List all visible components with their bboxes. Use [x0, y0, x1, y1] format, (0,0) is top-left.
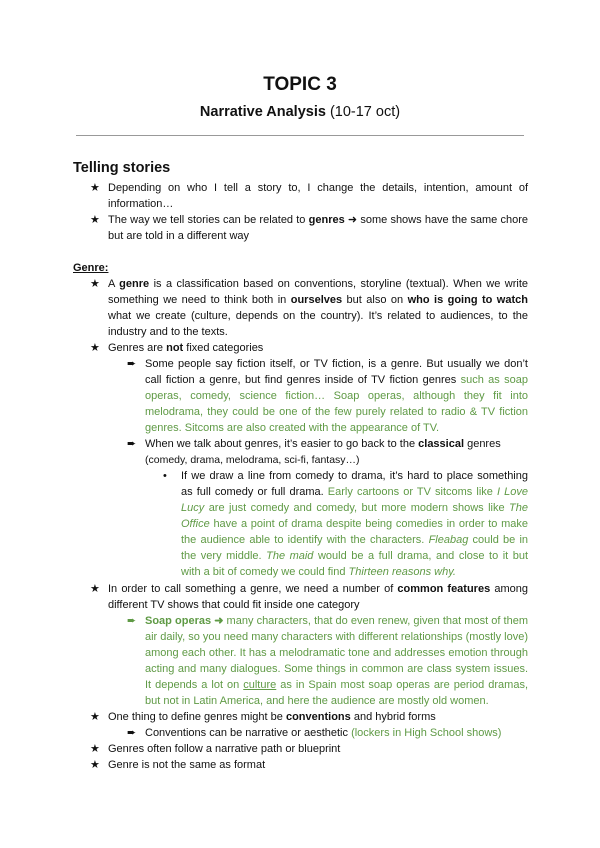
arrow-bullet-icon: ➨: [127, 727, 137, 739]
list-item: One thing to define genres might be conventions and hybrid forms: [108, 711, 436, 723]
list-item: When we talk about genres, it’s easier to go back to the classical genres (comedy, drama, melodrama, sci-fi, fantasy…): [145, 438, 501, 466]
list-item: A genre is a classification based on conventions, storyline (textual). When we write something we need to think both in ourselves but also on who is going to watch what we create (culture, depends on the country). It’s related to audiences, to the industry and to the texts.: [108, 278, 528, 338]
arrow-icon: ➜: [347, 214, 358, 226]
list-item: Genres often follow a narrative path or blueprint: [108, 743, 341, 755]
page-subtitle: [0, 104, 600, 120]
list-item: If we draw a line from comedy to drama, it’s hard to place something as full comedy or full drama. Early cartoons or TV sitcoms like I Love Lucy are just comedy and comedy, but more modern shows like The Office have a point of drama despite being comedies in order to make the audience able to identify with the characters. Fleabag could be in the very middle. The maid would be a full drama, and close to it but with a bit of comedy we could find Thirteen reasons why.: [181, 470, 529, 578]
star-bullet-icon: ★: [90, 711, 100, 723]
horizontal-rule: [76, 135, 524, 136]
list-item: Depending on who I tell a story to, I change the details, intention, amount of information…: [108, 182, 528, 210]
subtitle-main: Narrative Analysis: [199, 104, 326, 120]
list-item: The way we tell stories can be related to genres ➜ some shows have the same chore but are told in a different way: [108, 214, 528, 242]
list-item: Conventions can be narrative or aesthetic (lockers in High School shows): [145, 727, 502, 739]
list-item: Genre is not the same as format: [108, 759, 266, 771]
dot-bullet-icon: •: [163, 470, 167, 482]
star-bullet-icon: ★: [90, 759, 100, 771]
subtitle-dates: (10-17 oct): [329, 104, 401, 120]
list-item: In order to call something a genre, we need a number of common features among different TV shows that could fit inside one category: [108, 583, 528, 611]
list-item: Soap operas ➜ many characters, that do even renew, given that most of them air daily, so you need many characters with different relationships (mostly love) among each other. It has a melodramatic tone and addresses emotion through acting and many dialogues. Some things in common are class system issues. It depends a lot on culture as in Spain most soap operas are period dramas, but not in Latin America, and here the audience are mostly old women.: [145, 615, 529, 707]
star-bullet-icon: ★: [90, 342, 100, 354]
page-title: TOPIC 3: [263, 74, 337, 95]
arrow-bullet-icon: ➨: [127, 615, 137, 627]
arrow-bullet-icon: ➨: [127, 358, 137, 370]
list-item: Some people say fiction itself, or TV fiction, is a genre. But usually we don’t call fiction a genre, but find genres inside of TV fiction genres such as soap operas, comedy, science fiction… Soap operas, although they fit into melodrama, they could be one of the few purely related to radio & TV fiction genres. Sitcoms are also created with the appearance of TV.: [145, 358, 529, 434]
star-bullet-icon: ★: [90, 182, 100, 194]
list-item: Genres are not fixed categories: [108, 342, 264, 354]
star-bullet-icon: ★: [90, 743, 100, 755]
arrow-bullet-icon: ➨: [127, 438, 137, 450]
section-heading-genre: Genre:: [73, 262, 109, 274]
star-bullet-icon: ★: [90, 583, 100, 595]
section-heading-telling-stories: Telling stories: [73, 160, 171, 176]
star-bullet-icon: ★: [90, 214, 100, 226]
star-bullet-icon: ★: [90, 278, 100, 290]
